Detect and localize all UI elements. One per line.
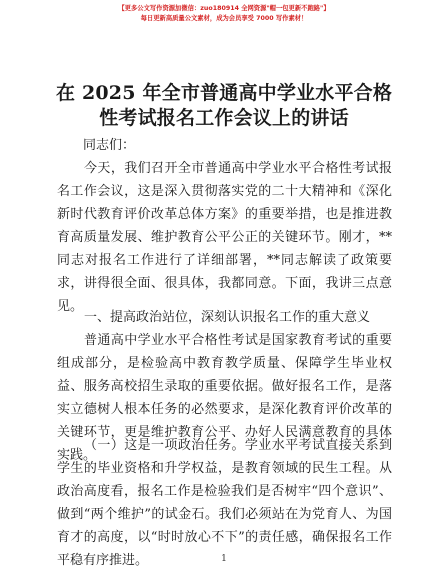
page-number: 1	[221, 554, 227, 564]
promo-line-1: 【更多公文写作资源加微信：zuo180914 全网资源"帽一包更新不跑路"】	[118, 5, 330, 12]
salutation: 同志们：	[83, 138, 136, 153]
paragraph-intro: 今天，我们召开全市普通高中学业水平合格性考试报名工作会议，这是深入贯彻落实党的二十大精神和《深化新时代教育评价改革总体方案》的重要举措，也是推进教育高质量发展、维护教育公平公正的关键环节。刚才，**同志对报名工作进行了详细部署，**同志解读了政策要求，讲得很全面、很具体，我都同意。下面，我讲三点意见。	[57, 161, 392, 314]
document-title: 在 2025 年全市普通高中学业水平合格性考试报名工作会议上的讲话	[55, 82, 393, 129]
section-heading-1: 一、提高政治站位，深刻认识报名工作的重大意义	[84, 310, 371, 325]
promo-banner	[0, 4, 448, 24]
paragraph-significance: 普通高中学业水平合格性考试是国家教育考试的重要组成部分，是检验高中教育教学质量、保障学生毕业权益、服务高校招生录取的重要依据。做好报名工作，是落实立德树人根本任务的必然要求，是深化教育评价改革的关键环节，更是维护教育公平、办好人民满意教育的具体实践。	[57, 333, 392, 463]
paragraph-political-task: （一）这是一项政治任务。学业水平考试直接关系到学生的毕业资格和升学权益，是教育领域的民生工程。从政治高度看，报名工作是检验我们是否树牢“四个意识”、做到“两个维护”的试金石。我们必须站在为党育人、为国育才的高度，以“时时放心不下”的责任感，确保报名工作平稳有序推进。	[57, 438, 392, 568]
promo-line-2: 每日更新高质量公文素材，成为会员享受 7000 写作素材！	[140, 15, 308, 22]
